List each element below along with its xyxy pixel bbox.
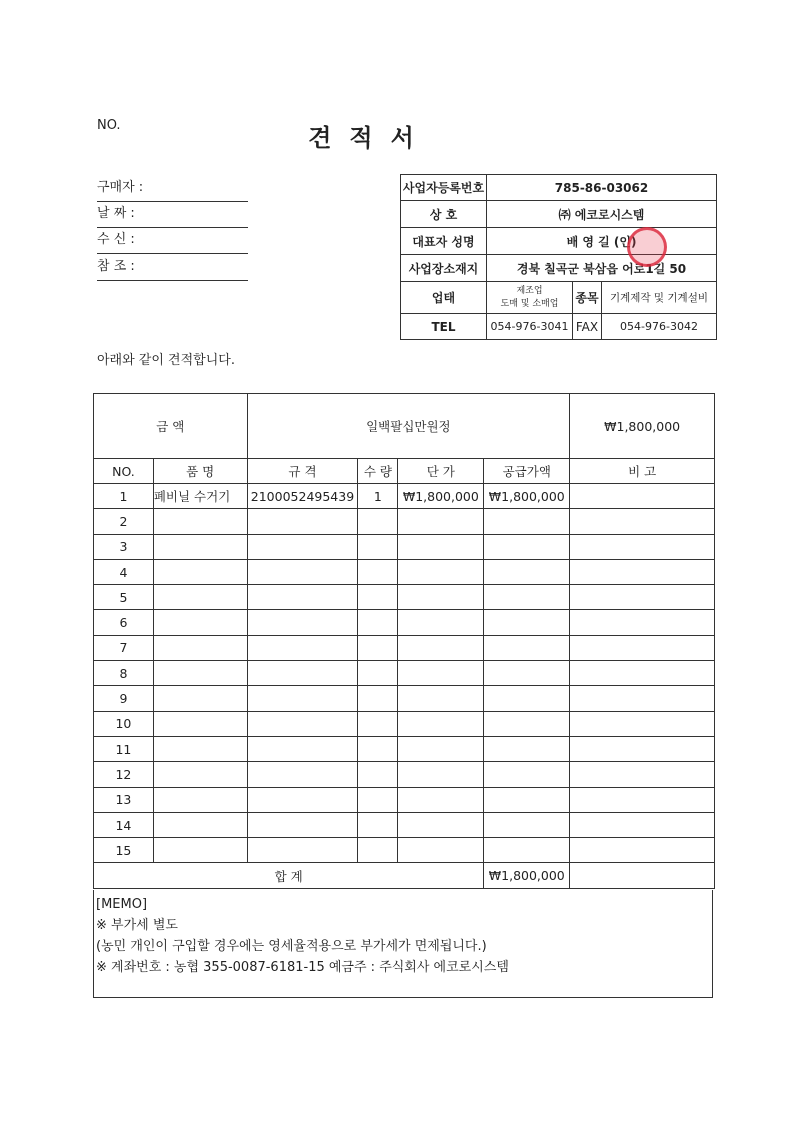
table-cell <box>153 812 247 837</box>
table-cell: 3 <box>94 534 154 559</box>
table-cell <box>484 559 570 584</box>
table-cell <box>398 711 484 736</box>
table-cell: 10 <box>94 711 154 736</box>
table-cell <box>484 736 570 761</box>
total-value: ₩1,800,000 <box>484 863 570 888</box>
table-cell: 9 <box>94 686 154 711</box>
table-cell <box>153 736 247 761</box>
table-cell <box>153 838 247 863</box>
table-cell <box>570 484 715 509</box>
table-row <box>94 509 715 534</box>
buyer-field[interactable]: 구매자 : <box>97 176 248 202</box>
representative-label: 대표자 성명 <box>401 228 487 255</box>
business-item-value: 기계제작 및 기계설비 <box>602 282 717 314</box>
company-seal <box>627 227 667 267</box>
table-cell <box>153 661 247 686</box>
table-cell <box>484 610 570 635</box>
memo-line: ※ 부가세 별도 <box>96 918 178 933</box>
representative-value: 배 영 길 (인) <box>487 228 717 255</box>
amount-label: 금 액 <box>94 394 248 459</box>
column-header: 규 격 <box>247 459 358 484</box>
table-row <box>94 610 715 635</box>
table-cell: 12 <box>94 762 154 787</box>
table-cell <box>153 610 247 635</box>
tel-value: 054-976-3041 <box>487 314 573 340</box>
quote-table <box>93 393 715 889</box>
table-cell <box>570 838 715 863</box>
table-row <box>94 787 715 812</box>
table-row <box>94 484 715 509</box>
table-cell <box>153 711 247 736</box>
column-header: 비 고 <box>570 459 715 484</box>
table-row <box>94 736 715 761</box>
table-cell: 폐비닐 수거기 <box>153 484 247 509</box>
table-row <box>94 661 715 686</box>
table-cell: 6 <box>94 610 154 635</box>
column-header-row <box>94 459 715 484</box>
table-cell <box>358 635 398 660</box>
table-cell <box>570 635 715 660</box>
table-cell <box>570 736 715 761</box>
memo-line: ※ 계좌번호 : 농협 355-0087-6181-15 예금주 : 주식회사 에코로시스템 <box>96 960 509 975</box>
table-cell <box>570 585 715 610</box>
table-cell <box>358 559 398 584</box>
business-item-label: 종목 <box>573 282 602 314</box>
table-cell <box>570 661 715 686</box>
table-row <box>94 559 715 584</box>
table-cell <box>398 534 484 559</box>
table-cell: 13 <box>94 787 154 812</box>
column-header: 단 가 <box>398 459 484 484</box>
table-cell: 1 <box>358 484 398 509</box>
table-cell <box>484 711 570 736</box>
table-cell <box>398 610 484 635</box>
table-cell <box>358 585 398 610</box>
table-cell <box>247 736 358 761</box>
address-label: 사업장소재지 <box>401 255 487 282</box>
intro-text: 아래와 같이 견적합니다. <box>97 353 235 368</box>
memo-box <box>93 890 713 998</box>
table-cell <box>484 762 570 787</box>
column-header: 품 명 <box>153 459 247 484</box>
table-cell <box>153 787 247 812</box>
document-title: 견적서 <box>308 124 432 152</box>
table-cell <box>153 585 247 610</box>
table-cell <box>358 787 398 812</box>
table-cell <box>570 509 715 534</box>
table-cell: 11 <box>94 736 154 761</box>
table-cell: 14 <box>94 812 154 837</box>
table-cell <box>484 534 570 559</box>
table-cell: 5 <box>94 585 154 610</box>
table-cell <box>570 686 715 711</box>
table-cell <box>247 787 358 812</box>
table-cell <box>484 812 570 837</box>
column-header: 수 량 <box>358 459 398 484</box>
table-cell: 4 <box>94 559 154 584</box>
table-row <box>94 711 715 736</box>
fax-value: 054-976-3042 <box>602 314 717 340</box>
table-cell <box>153 534 247 559</box>
table-cell <box>570 610 715 635</box>
table-cell <box>153 762 247 787</box>
table-cell <box>398 661 484 686</box>
table-cell <box>570 787 715 812</box>
amount-korean: 일백팔십만원정 <box>247 394 570 459</box>
table-cell <box>358 686 398 711</box>
table-cell <box>358 534 398 559</box>
table-cell: ₩1,800,000 <box>484 484 570 509</box>
table-cell <box>247 509 358 534</box>
table-cell: 15 <box>94 838 154 863</box>
supplier-info-table <box>400 174 717 340</box>
table-cell: 1 <box>94 484 154 509</box>
table-cell <box>398 762 484 787</box>
table-cell <box>570 711 715 736</box>
table-cell <box>484 635 570 660</box>
table-row <box>94 686 715 711</box>
table-cell: ₩1,800,000 <box>398 484 484 509</box>
table-cell <box>398 509 484 534</box>
table-row <box>94 635 715 660</box>
table-cell: 2 <box>94 509 154 534</box>
table-cell <box>398 812 484 837</box>
fax-label: FAX <box>573 314 602 340</box>
table-cell <box>570 559 715 584</box>
table-cell <box>247 610 358 635</box>
table-cell <box>358 610 398 635</box>
table-cell <box>247 559 358 584</box>
memo-line: [MEMO] <box>96 897 148 912</box>
table-cell <box>358 509 398 534</box>
table-cell <box>484 661 570 686</box>
table-cell <box>153 559 247 584</box>
table-cell <box>153 509 247 534</box>
table-cell <box>484 509 570 534</box>
table-cell: 8 <box>94 661 154 686</box>
total-note <box>570 863 715 888</box>
table-cell <box>570 762 715 787</box>
table-cell <box>358 711 398 736</box>
table-cell: 7 <box>94 635 154 660</box>
date-field[interactable]: 날 짜 : <box>97 202 248 228</box>
table-cell <box>484 585 570 610</box>
business-type-label: 업태 <box>401 282 487 314</box>
recipient-field[interactable]: 수 신 : <box>97 228 248 254</box>
table-cell <box>398 686 484 711</box>
table-cell <box>484 686 570 711</box>
table-cell <box>247 838 358 863</box>
memo-line: (농민 개인이 구입할 경우에는 영세율적용으로 부가세가 면제됩니다.) <box>96 939 487 954</box>
table-row <box>94 762 715 787</box>
column-header: NO. <box>94 459 154 484</box>
table-cell: 2100052495439 <box>247 484 358 509</box>
business-type-value: 제조업 도매 및 소매업 <box>487 282 573 314</box>
reference-field[interactable]: 참 조 : <box>97 255 248 281</box>
table-cell <box>153 635 247 660</box>
table-cell <box>247 812 358 837</box>
table-cell <box>398 838 484 863</box>
table-cell <box>358 736 398 761</box>
table-cell <box>247 585 358 610</box>
company-name-label: 상 호 <box>401 201 487 228</box>
table-cell <box>358 812 398 837</box>
table-row <box>94 585 715 610</box>
table-cell <box>247 635 358 660</box>
table-cell <box>247 534 358 559</box>
tel-label: TEL <box>401 314 487 340</box>
table-cell <box>358 838 398 863</box>
table-cell <box>247 711 358 736</box>
table-cell <box>398 585 484 610</box>
table-cell <box>570 534 715 559</box>
table-cell <box>358 762 398 787</box>
company-name-value: ㈜ 에코로시스템 <box>487 201 717 228</box>
table-cell <box>153 686 247 711</box>
table-cell <box>398 559 484 584</box>
table-cell <box>484 838 570 863</box>
table-cell <box>358 661 398 686</box>
table-cell <box>570 812 715 837</box>
table-cell <box>247 661 358 686</box>
table-cell <box>247 762 358 787</box>
table-cell <box>484 787 570 812</box>
amount-number: ₩1,800,000 <box>570 394 715 459</box>
table-cell <box>247 686 358 711</box>
table-cell <box>398 787 484 812</box>
table-cell <box>398 736 484 761</box>
reg-number-value: 785-86-03062 <box>487 175 717 201</box>
table-row <box>94 812 715 837</box>
table-row <box>94 534 715 559</box>
column-header: 공급가액 <box>484 459 570 484</box>
document-number-label: NO. <box>97 118 121 133</box>
table-cell <box>398 635 484 660</box>
reg-number-label: 사업자등록번호 <box>401 175 487 201</box>
address-value: 경북 칠곡군 북삼읍 어로1길 50 <box>487 255 717 282</box>
table-row <box>94 838 715 863</box>
total-label: 합 계 <box>94 863 484 888</box>
